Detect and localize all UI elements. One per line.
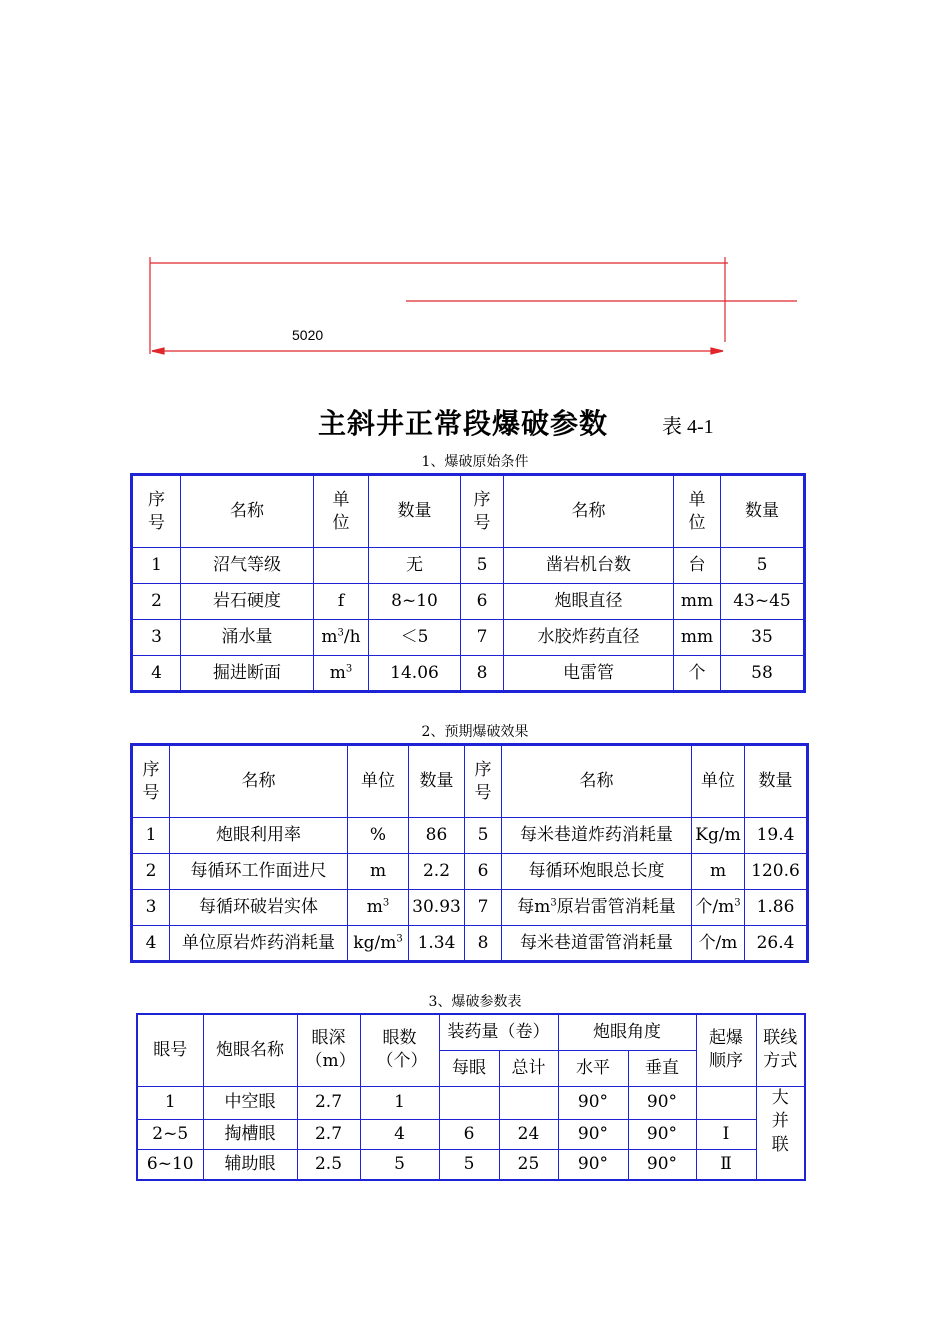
table-cell: 个 <box>674 656 721 692</box>
table-row <box>132 890 808 926</box>
table-cell: 7 <box>465 890 502 926</box>
table-cell: 每循环炮眼总长度 <box>502 854 692 890</box>
table-cell: 8~10 <box>369 584 461 620</box>
table1-caption: 1、爆破原始条件 <box>421 454 529 470</box>
header-cell: 装药量（卷） <box>439 1014 558 1050</box>
table-cell: 1 <box>132 818 170 854</box>
page-title: 主斜井正常段爆破参数 <box>318 407 609 440</box>
table-cell: 无 <box>369 548 461 584</box>
table-cell: $m^3$ <box>348 890 409 926</box>
table-cell: 每米巷道炸药消耗量 <box>502 818 692 854</box>
table-cell: mm <box>674 584 721 620</box>
table-cell: 4 <box>132 656 181 692</box>
table-cell: 35 <box>721 620 805 656</box>
table-cell: 3 <box>132 620 181 656</box>
dimension-arrow-right <box>711 348 723 354</box>
table-cell: Kg/m <box>692 818 745 854</box>
table-cell: 58 <box>721 656 805 692</box>
table-cell <box>314 548 369 584</box>
table-cell: 台 <box>674 548 721 584</box>
table-cell: 每循环工作面进尺 <box>170 854 348 890</box>
table-row <box>132 656 805 692</box>
header-cell: 眼数（个） <box>360 1014 439 1086</box>
table-cell: 沼气等级 <box>181 548 314 584</box>
table-cell: 1 <box>137 1086 203 1119</box>
header-cell: 数量 <box>409 745 465 818</box>
table-cell: 43~45 <box>721 584 805 620</box>
table-cell: 个$/m^3$ <box>692 890 745 926</box>
table-row <box>137 1119 805 1149</box>
table-cell: 2.5 <box>297 1149 360 1180</box>
header-cell: 炮眼名称 <box>203 1014 297 1086</box>
table-cell: % <box>348 818 409 854</box>
table-cell: 2.7 <box>297 1086 360 1119</box>
table-cell: 中空眼 <box>203 1086 297 1119</box>
table-cell: 90° <box>628 1086 696 1119</box>
dimension-label: 5020 <box>292 327 324 343</box>
table-cell: 4 <box>360 1119 439 1149</box>
table-cell: 5 <box>439 1149 499 1180</box>
table-cell: 2.7 <box>297 1119 360 1149</box>
table-cell: Ⅰ <box>696 1119 756 1149</box>
table-row <box>132 926 808 962</box>
table-cell: 90° <box>558 1086 628 1119</box>
table-cell: $m^3$ <box>314 656 369 692</box>
table-cell: 6~10 <box>137 1149 203 1180</box>
header-cell: 单位 <box>674 475 721 548</box>
header-cell: 起爆顺序 <box>696 1014 756 1086</box>
header-cell: 单位 <box>314 475 369 548</box>
table-cell: 电雷管 <box>504 656 674 692</box>
table-cell: 2~5 <box>137 1119 203 1149</box>
table-cell: 掘进断面 <box>181 656 314 692</box>
header-cell: 水平 <box>558 1050 628 1086</box>
table-cell: $kg/m^3$ <box>348 926 409 962</box>
table-cell: 6 <box>461 584 504 620</box>
table-cell: $m^3/h$ <box>314 620 369 656</box>
header-cell: 总计 <box>499 1050 558 1086</box>
header-cell: 名称 <box>502 745 692 818</box>
header-cell: 名称 <box>181 475 314 548</box>
header-cell: 眼号 <box>137 1014 203 1086</box>
header-cell: 数量 <box>745 745 808 818</box>
table-cell: 5 <box>721 548 805 584</box>
table-header-row <box>132 745 808 818</box>
dimension-arrow-left <box>152 348 164 354</box>
table-cell: 90° <box>558 1119 628 1149</box>
table-cell: 2 <box>132 854 170 890</box>
dimension-drawing <box>0 0 950 380</box>
table-cell: 120.6 <box>745 854 808 890</box>
table-cell: 辅助眼 <box>203 1149 297 1180</box>
table-cell: 水胶炸药直径 <box>504 620 674 656</box>
table-cell <box>696 1086 756 1119</box>
table-cell: 单位原岩炸药消耗量 <box>170 926 348 962</box>
header-cell: 序号 <box>461 475 504 548</box>
header-cell: 名称 <box>504 475 674 548</box>
table-cell: 1 <box>360 1086 439 1119</box>
table-cell: 90° <box>628 1119 696 1149</box>
table-number: 表 4-1 <box>662 416 714 438</box>
header-cell: 序号 <box>132 745 170 818</box>
table-cell: 每$m^3$原岩雷管消耗量 <box>502 890 692 926</box>
header-cell: 垂直 <box>628 1050 696 1086</box>
table-cell: 个/m <box>692 926 745 962</box>
header-cell: 联线方式 <box>756 1014 805 1086</box>
header-cell: 炮眼角度 <box>558 1014 696 1050</box>
table-cell: 炮眼利用率 <box>170 818 348 854</box>
table-cell: 2 <box>132 584 181 620</box>
table-cell: 90° <box>558 1149 628 1180</box>
header-cell: 序号 <box>132 475 181 548</box>
header-cell: 名称 <box>170 745 348 818</box>
table-cell: 每循环破岩实体 <box>170 890 348 926</box>
table-cell: 90° <box>628 1149 696 1180</box>
table-row <box>132 584 805 620</box>
table-row <box>132 548 805 584</box>
table-cell: 2.2 <box>409 854 465 890</box>
table-cell: 30.93 <box>409 890 465 926</box>
table-cell: 5 <box>461 548 504 584</box>
table-row <box>132 818 808 854</box>
header-cell: 数量 <box>721 475 805 548</box>
table-cell: ＜5 <box>369 620 461 656</box>
table-cell: 1.86 <box>745 890 808 926</box>
table-cell: f <box>314 584 369 620</box>
table-cell <box>439 1086 499 1119</box>
header-cell: 数量 <box>369 475 461 548</box>
table-header-row <box>137 1014 805 1050</box>
table-cell: mm <box>674 620 721 656</box>
table-cell: 8 <box>465 926 502 962</box>
table-cell: 6 <box>439 1119 499 1149</box>
table-cell: 凿岩机台数 <box>504 548 674 584</box>
table-cell: 24 <box>499 1119 558 1149</box>
table-cell: 3 <box>132 890 170 926</box>
table-row <box>137 1086 805 1119</box>
table-cell: 炮眼直径 <box>504 584 674 620</box>
table-row <box>132 620 805 656</box>
table-cell: 26.4 <box>745 926 808 962</box>
table-cell: Ⅱ <box>696 1149 756 1180</box>
header-cell: 单位 <box>348 745 409 818</box>
blasting-conditions-table <box>130 473 806 693</box>
table-cell: 25 <box>499 1149 558 1180</box>
table2-caption: 2、预期爆破效果 <box>421 724 529 740</box>
table-cell: 每米巷道雷管消耗量 <box>502 926 692 962</box>
table-row <box>137 1149 805 1180</box>
expected-effect-table <box>130 743 809 963</box>
table-cell: 8 <box>461 656 504 692</box>
table-cell: 4 <box>132 926 170 962</box>
table-cell: 86 <box>409 818 465 854</box>
table-row <box>132 854 808 890</box>
table-cell <box>499 1086 558 1119</box>
table-cell: 6 <box>465 854 502 890</box>
table-cell: 掏槽眼 <box>203 1119 297 1149</box>
table-header-row <box>132 475 805 548</box>
table-cell: 5 <box>360 1149 439 1180</box>
table-cell: 1.34 <box>409 926 465 962</box>
table-cell: m <box>692 854 745 890</box>
table-cell: 涌水量 <box>181 620 314 656</box>
header-cell: 序号 <box>465 745 502 818</box>
table-cell: m <box>348 854 409 890</box>
table-cell: 14.06 <box>369 656 461 692</box>
header-cell: 单位 <box>692 745 745 818</box>
table3-caption: 3、爆破参数表 <box>428 994 522 1010</box>
connection-method-cell: 大并联 <box>756 1086 805 1180</box>
table-cell: 岩石硬度 <box>181 584 314 620</box>
header-cell: 眼深（m） <box>297 1014 360 1086</box>
header-cell: 每眼 <box>439 1050 499 1086</box>
blasting-parameter-table <box>136 1013 806 1181</box>
table-cell: 19.4 <box>745 818 808 854</box>
table-cell: 7 <box>461 620 504 656</box>
table-cell: 5 <box>465 818 502 854</box>
table-cell: 1 <box>132 548 181 584</box>
